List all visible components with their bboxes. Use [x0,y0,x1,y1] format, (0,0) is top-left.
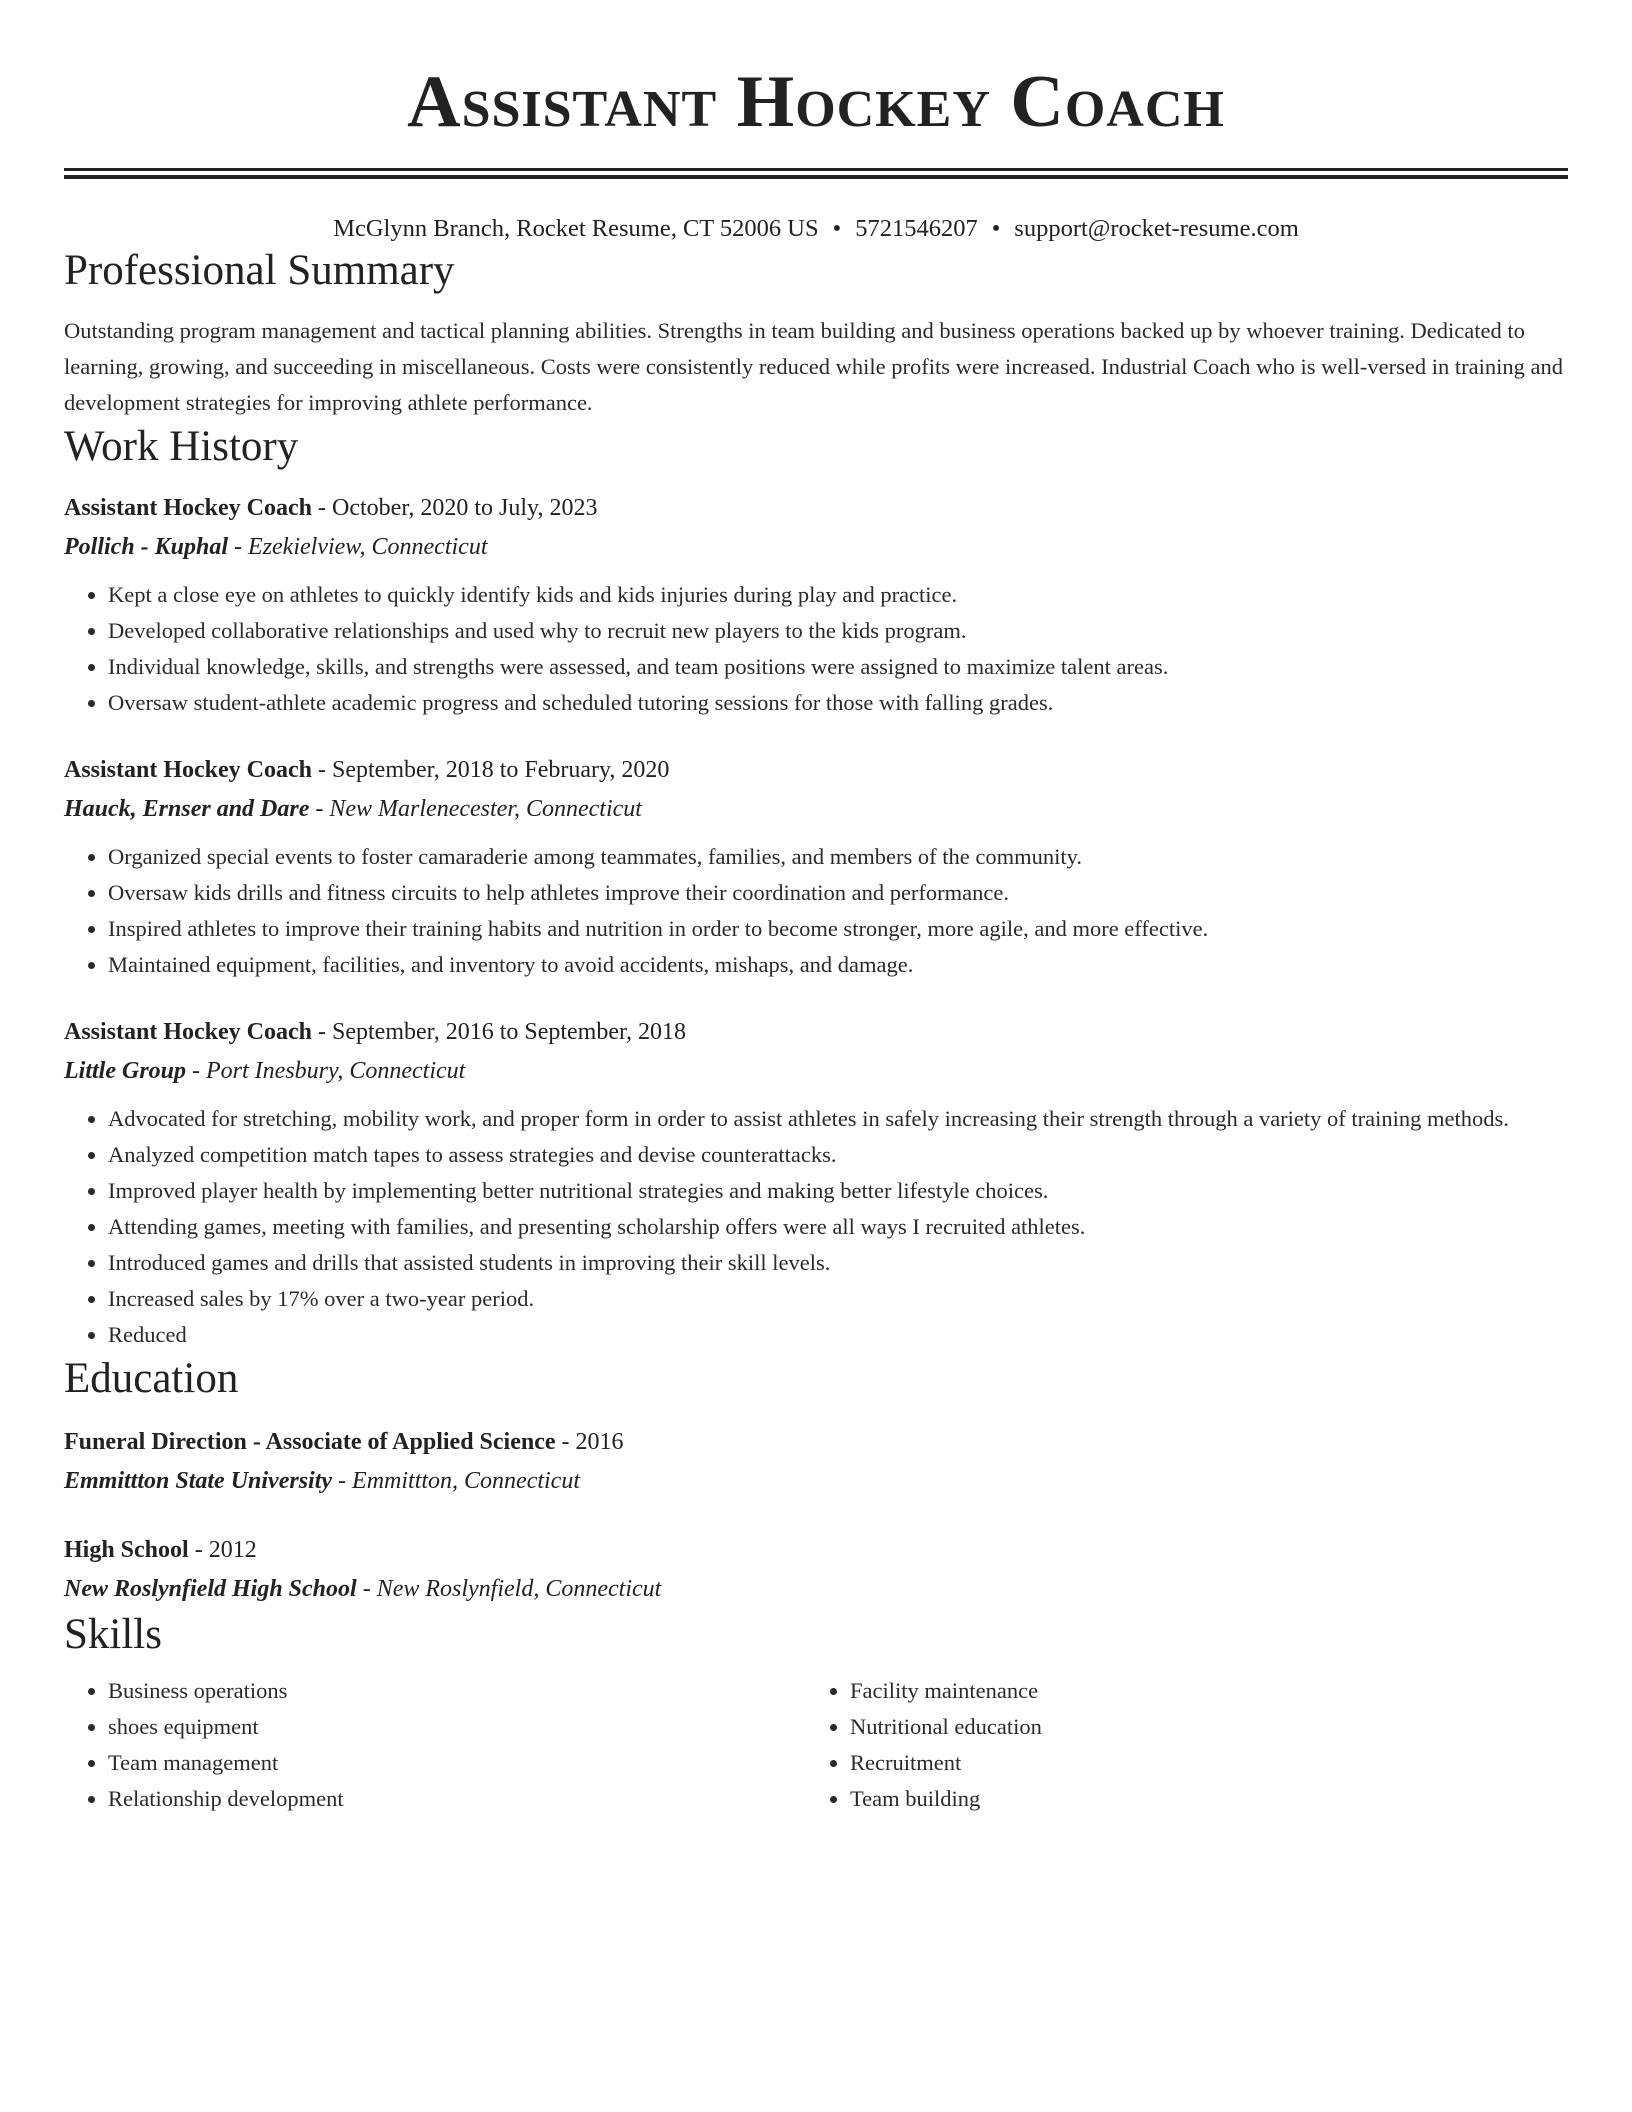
skill-item: • Nutritional education [850,1709,1548,1745]
employer-location: Port Inesbury, Connecticut [206,1058,466,1084]
employer-dash: - [228,534,249,560]
job-bullet: • Analyzed competition match tapes to assess strategies and devise counterattacks. [108,1137,1568,1173]
skill-item: • Business operations [108,1673,806,1709]
skill-item: • Recruitment [850,1745,1548,1781]
job-entry [64,1013,1568,1353]
education-entry [64,1531,1568,1609]
job-bullet: • Maintained equipment, facilities, and inventory to avoid accidents, mishaps, and damage. [108,947,1568,983]
job-dash: - [312,495,333,521]
job-title-line [64,489,1568,527]
school-dash: - [332,1468,353,1494]
employer-name: Little Group [64,1058,187,1084]
skills-heading: Skills [64,1611,162,1658]
employer-location: New Marlenecester, Connecticut [329,796,642,822]
contact-phone: 5721546207 [855,215,978,242]
job-bullets [64,1101,1568,1353]
contact-separator: • [832,215,842,242]
school-dash: - [356,1576,377,1602]
job-bullet: • Reduced [108,1317,1568,1353]
work-history-heading: Work History [64,423,299,470]
job-bullet: • Inspired athletes to improve their training habits and nutrition in order to become stronger, more agile, and more effective. [108,911,1568,947]
degree-dash: - [188,1537,209,1563]
job-bullet: • Attending games, meeting with families, and presenting scholarship offers were all ways I recruited athletes. [108,1209,1568,1245]
degree-year: 2016 [575,1429,624,1455]
degree-line [64,1423,1568,1461]
skill-item: • shoes equipment [108,1709,806,1745]
resume-title: Assistant Hockey Coach [407,61,1225,143]
education-heading: Education [64,1355,239,1402]
degree-name: High School [64,1537,189,1563]
employer-name: Hauck, Ernser and Dare [64,796,310,822]
employer-location: Ezekielview, Connecticut [248,534,488,560]
job-title-line [64,751,1568,789]
degree-dash: - [555,1429,576,1455]
job-bullets [64,577,1568,721]
title-divider [64,168,1568,179]
job-title: Assistant Hockey Coach [64,757,313,783]
employer-line [64,1051,1568,1091]
school-name: Emmittton State University [64,1468,333,1494]
skill-item: • Team management [108,1745,806,1781]
school-line [64,1461,1568,1501]
skill-item: • Team building [850,1781,1548,1817]
employer-line [64,789,1568,829]
job-dates: September, 2018 to February, 2020 [332,757,670,783]
job-bullet: • Oversaw kids drills and fitness circuits to help athletes improve their coordination and performance. [108,875,1568,911]
job-bullet: • Kept a close eye on athletes to quickly identify kids and kids injuries during play and practice. [108,577,1568,613]
skills-list-left [64,1673,806,1817]
job-bullet: • Individual knowledge, skills, and strengths were assessed, and team positions were assigned to maximize talent areas. [108,649,1568,685]
job-bullet: • Oversaw student-athlete academic progress and scheduled tutoring sessions for those with falling grades. [108,685,1568,721]
skill-item: • Relationship development [108,1781,806,1817]
job-entry [64,489,1568,721]
job-bullet: • Introduced games and drills that assisted students in improving their skill levels. [108,1245,1568,1281]
school-location: Emmittton, Connecticut [352,1468,580,1494]
job-title: Assistant Hockey Coach [64,1019,313,1045]
employer-dash: - [309,796,330,822]
contact-separator: • [991,215,1001,242]
job-dash: - [312,757,333,783]
job-bullet: • Increased sales by 17% over a two-year period. [108,1281,1568,1317]
employer-line [64,527,1568,567]
contact-email: support@rocket-resume.com [1014,215,1299,242]
summary-heading: Professional Summary [64,247,455,294]
skills-list-right [806,1673,1548,1817]
job-bullet: • Advocated for stretching, mobility work, and proper form in order to assist athletes in safely increasing their strength through a variety of training methods. [108,1101,1568,1137]
job-bullets [64,839,1568,983]
skill-item: • Facility maintenance [850,1673,1548,1709]
school-location: New Roslynfield, Connecticut [376,1576,662,1602]
job-bullet: • Developed collaborative relationships and used why to recruit new players to the kids program. [108,613,1568,649]
employer-name: Pollich - Kuphal [64,534,229,560]
school-line [64,1569,1568,1609]
job-dash: - [312,1019,333,1045]
job-bullet: • Improved player health by implementing better nutritional strategies and making better lifestyle choices. [108,1173,1568,1209]
skills-columns [64,1673,1568,1817]
degree-line [64,1531,1568,1569]
summary-text: Outstanding program management and tactical planning abilities. Strengths in team building and business operations backed up by whoever training. Dedicated to learning, growing, and succeeding in miscellaneous. Costs were consistently reduced while profits were increased. Industrial Coach who is well-versed in training and development strategies for improving athlete performance. [64,318,1563,415]
job-entry [64,751,1568,983]
education-entry [64,1423,1568,1501]
degree-name: Funeral Direction - Associate of Applied Science [64,1429,556,1455]
job-dates: September, 2016 to September, 2018 [332,1019,687,1045]
employer-dash: - [186,1058,207,1084]
school-name: New Roslynfield High School [64,1576,357,1602]
job-title-line [64,1013,1568,1051]
contact-line [64,213,1568,245]
job-bullet: • Organized special events to foster camaraderie among teammates, families, and members of the community. [108,839,1568,875]
job-title: Assistant Hockey Coach [64,495,313,521]
job-dates: October, 2020 to July, 2023 [332,495,598,521]
contact-address: McGlynn Branch, Rocket Resume, CT 52006 US [333,215,819,242]
degree-year: 2012 [208,1537,257,1563]
